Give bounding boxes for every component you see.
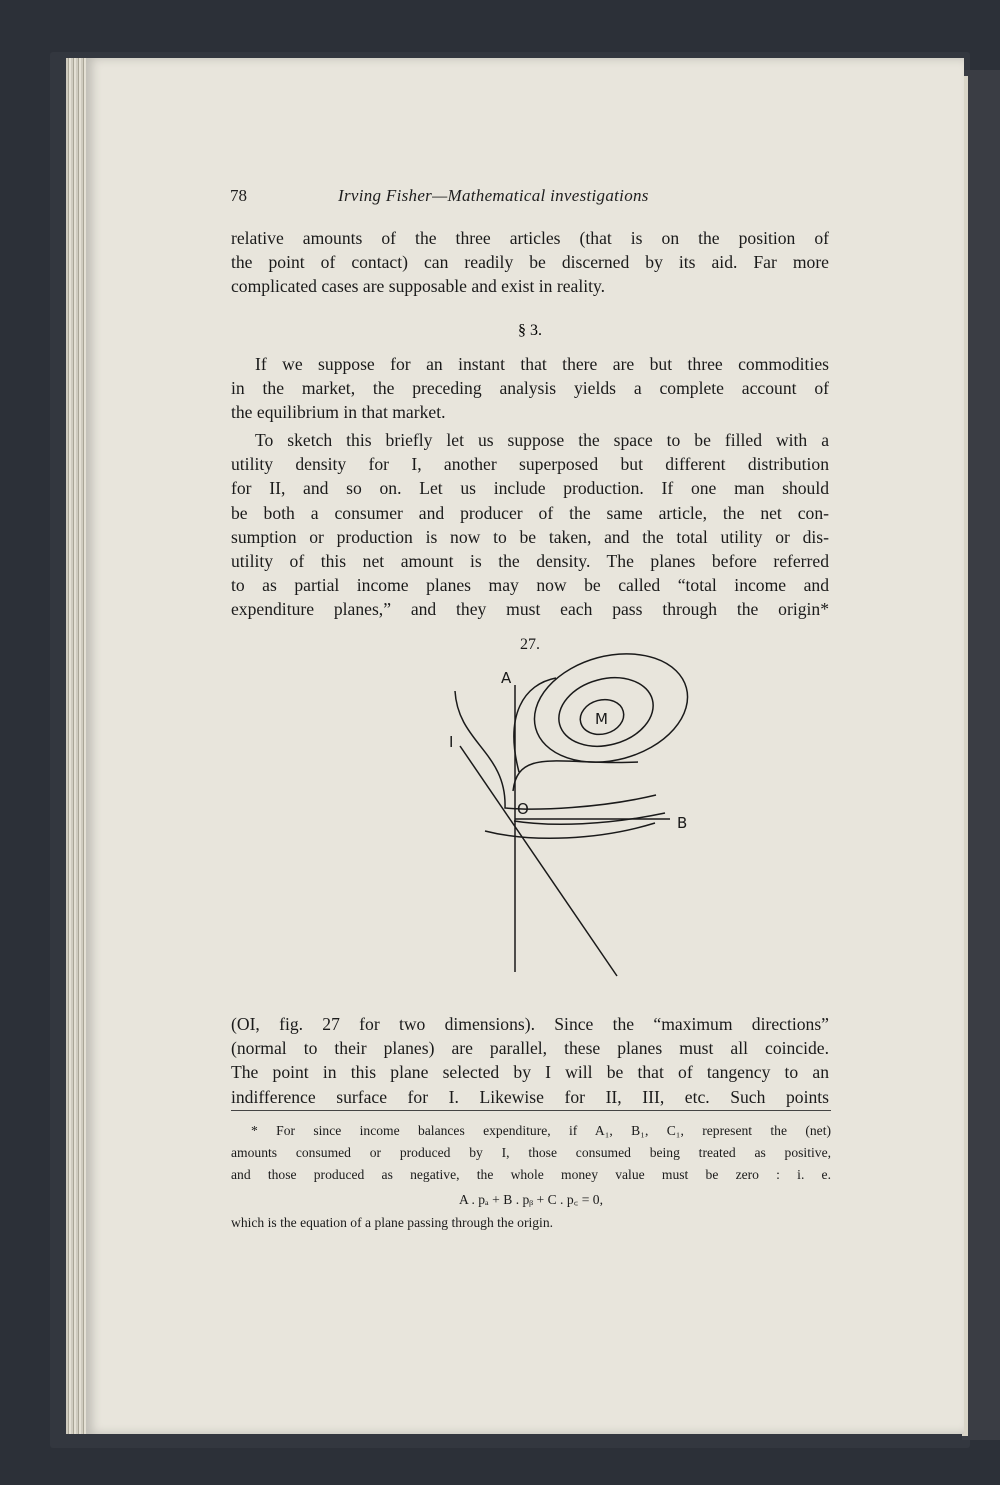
indifference-curve-5 [513, 761, 638, 791]
running-head: Irving Fisher—Mathematical investigations [338, 186, 649, 205]
paragraph-4 [231, 1012, 829, 1109]
label-a: A [501, 669, 512, 687]
outer-indifference-ellipse [522, 640, 700, 778]
section-heading: § 3. [518, 322, 542, 339]
text-line: (normal to their planes) are parallel, these planes must all coincide. [231, 1038, 829, 1059]
label-m: M [595, 710, 608, 728]
footnote-line: and those produced as negative, the whole money value must be zero : i. e. [231, 1167, 831, 1182]
paragraph-2 [231, 352, 829, 425]
text-line: the point of contact) can readily be discerned by its aid. Far more [231, 252, 829, 273]
plane-line-oi [460, 746, 617, 976]
figure-number: 27. [520, 636, 540, 653]
page-edges [66, 58, 86, 1434]
text-line: relative amounts of the three articles (that is on the position of [231, 228, 829, 248]
figure-27 [380, 640, 720, 990]
text-line: The point in this plane selected by I will be that of tangency to an [231, 1062, 829, 1083]
text-line: If we suppose for an instant that there are but three commodities [255, 354, 829, 374]
indifference-curve-7 [485, 823, 655, 838]
footnote-rule [231, 1110, 831, 1111]
label-i: I [449, 733, 454, 751]
text-line: for II, and so on. Let us include production. If one man should [231, 478, 829, 499]
footnote-equation: A . pₐ + B . pᵦ + C . p꜀ = 0, [458, 1192, 604, 1207]
footnote-line: amounts consumed or produced by I, those consumed being treated as positive, [231, 1145, 831, 1160]
text-line: expenditure planes,” and they must each pass through the origin* [231, 599, 829, 620]
text-line: complicated cases are supposable and exist in reality. [231, 276, 606, 297]
label-o: O [517, 800, 529, 818]
text-line: To sketch this briefly let us suppose the space to be filled with a [255, 430, 829, 450]
text-line: the equilibrium in that market. [231, 402, 446, 423]
label-b: B [677, 814, 688, 832]
figure-27-diagram [380, 640, 720, 990]
text-line: sumption or production is now to be taken, and the total utility or dis- [231, 526, 829, 547]
indifference-curve-6 [455, 691, 656, 809]
text-line: (OI, fig. 27 for two dimensions). Since the “maximum directions” [231, 1014, 829, 1034]
text-line: to as partial income planes may now be called “total income and [231, 575, 829, 596]
text-line: utility density for I, another superposed but different distribution [231, 454, 829, 475]
text-line: utility of this net amount is the density. The planes before referred [231, 550, 829, 571]
text-line: be both a consumer and producer of the same article, the net con- [231, 502, 829, 523]
text-line: in the market, the preceding analysis yields a complete account of [231, 378, 829, 399]
page-number: 78 [230, 186, 247, 205]
footnote-line: * For since income balances expenditure, if A₁, B₁, C₁, represent the (net) [251, 1123, 831, 1138]
text-line: indifference surface for I. Likewise for II, III, etc. Such points [231, 1086, 829, 1107]
paragraph-1 [231, 226, 829, 299]
footnote-line: which is the equation of a plane passing through the origin. [231, 1215, 554, 1230]
paragraph-3 [231, 428, 829, 622]
